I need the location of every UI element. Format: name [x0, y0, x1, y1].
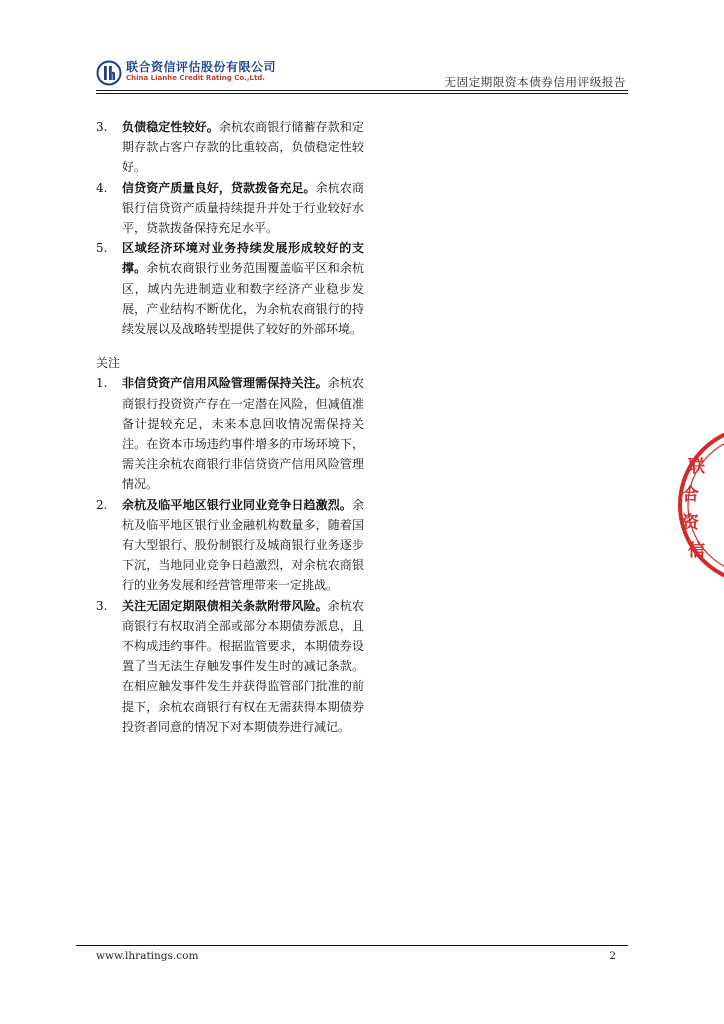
item-number: 2.: [96, 497, 108, 512]
list-item: [96, 117, 364, 178]
item-text: 余杭及临平地区银行业金融机构数量多，随着国有大型银行、股份制银行及城商银行业务逐步下沉，当地同业竞争日趋激烈，对余杭农商银行的业务发展和经营管理带来一定挑战。: [122, 497, 364, 593]
list-item: [96, 178, 364, 239]
item-text: 余杭农商银行业务范围覆盖临平区和余杭区，域内先进制造业和数字经济产业稳步发展，产业结构不断优化，为余杭农商银行的持续发展以及战略转型提供了较好的外部环境。: [122, 261, 364, 337]
company-name-en: China Lianhe Credit Rating Co.,Ltd.: [126, 74, 265, 82]
item-text: 余杭农商银行信贷资产质量持续提升并处于行业较好水平，贷款拨备保持充足水平。: [122, 180, 364, 236]
report-title: 无固定期限资本债券信用评级报告: [444, 75, 626, 89]
item-number: 3.: [96, 598, 108, 613]
list-item: [96, 238, 364, 339]
item-text: 余杭农商银行投资资产存在一定潜在风险，但减值准备计提较充足，未来本息回收情况需保持关注。在资本市场违约事件增多的市场环境下，需关注余杭农商银行非信贷资产信用风险管理情况。: [122, 376, 364, 492]
page-header: [96, 58, 628, 92]
list-item: [96, 373, 364, 494]
company-seal-stamp: [676, 420, 724, 590]
item-heading: 余杭及临平地区银行业同业竞争日趋激烈。: [122, 497, 352, 512]
item-text: 余杭农商银行有权取消全部或部分本期债券派息，且不构成违约事件。根据监管要求，本期债券设置了当无法生存触发事件发生时的减记条款。在相应触发事件发生并获得监管部门批准的前提下，余杭农商银行有权在无需获得本期债券投资者同意的情况下对本期债券进行减记。: [122, 598, 364, 734]
item-heading: 信贷资产质量良好，贷款拨备充足。: [122, 180, 316, 195]
header-rule: [96, 90, 628, 91]
report-body: [96, 117, 364, 737]
item-number: 4.: [96, 180, 108, 195]
item-text: 余杭农商银行储蓄存款和定期存款占客户存款的比重较高，负债稳定性较好。: [122, 120, 364, 175]
page-number: 2: [609, 950, 616, 962]
item-number: 1.: [96, 376, 108, 391]
item-heading: 关注无固定期限债相关条款附带风险。: [122, 598, 328, 613]
company-name-cn: 联合资信评估股份有限公司: [126, 60, 277, 74]
item-heading: 负债稳定性较好。: [122, 120, 219, 134]
item-number: 3.: [96, 120, 108, 134]
list-item: [96, 495, 364, 596]
header-rule-thin: [96, 93, 628, 94]
footer-website: www.lhratings.com: [96, 950, 199, 962]
list-item: [96, 596, 364, 737]
item-heading: 区域经济环境对业务持续发展形成较好的支撑。: [122, 241, 364, 276]
item-number: 5.: [96, 241, 108, 256]
item-heading: 非信贷资产信用风险管理需保持关注。: [122, 376, 328, 391]
footer-rule: [76, 945, 628, 946]
lianhe-logo-icon: [96, 60, 122, 86]
svg-text:联 合 资 信: 联 合 资 信: [682, 457, 705, 561]
concerns-heading: 关注: [96, 356, 121, 371]
